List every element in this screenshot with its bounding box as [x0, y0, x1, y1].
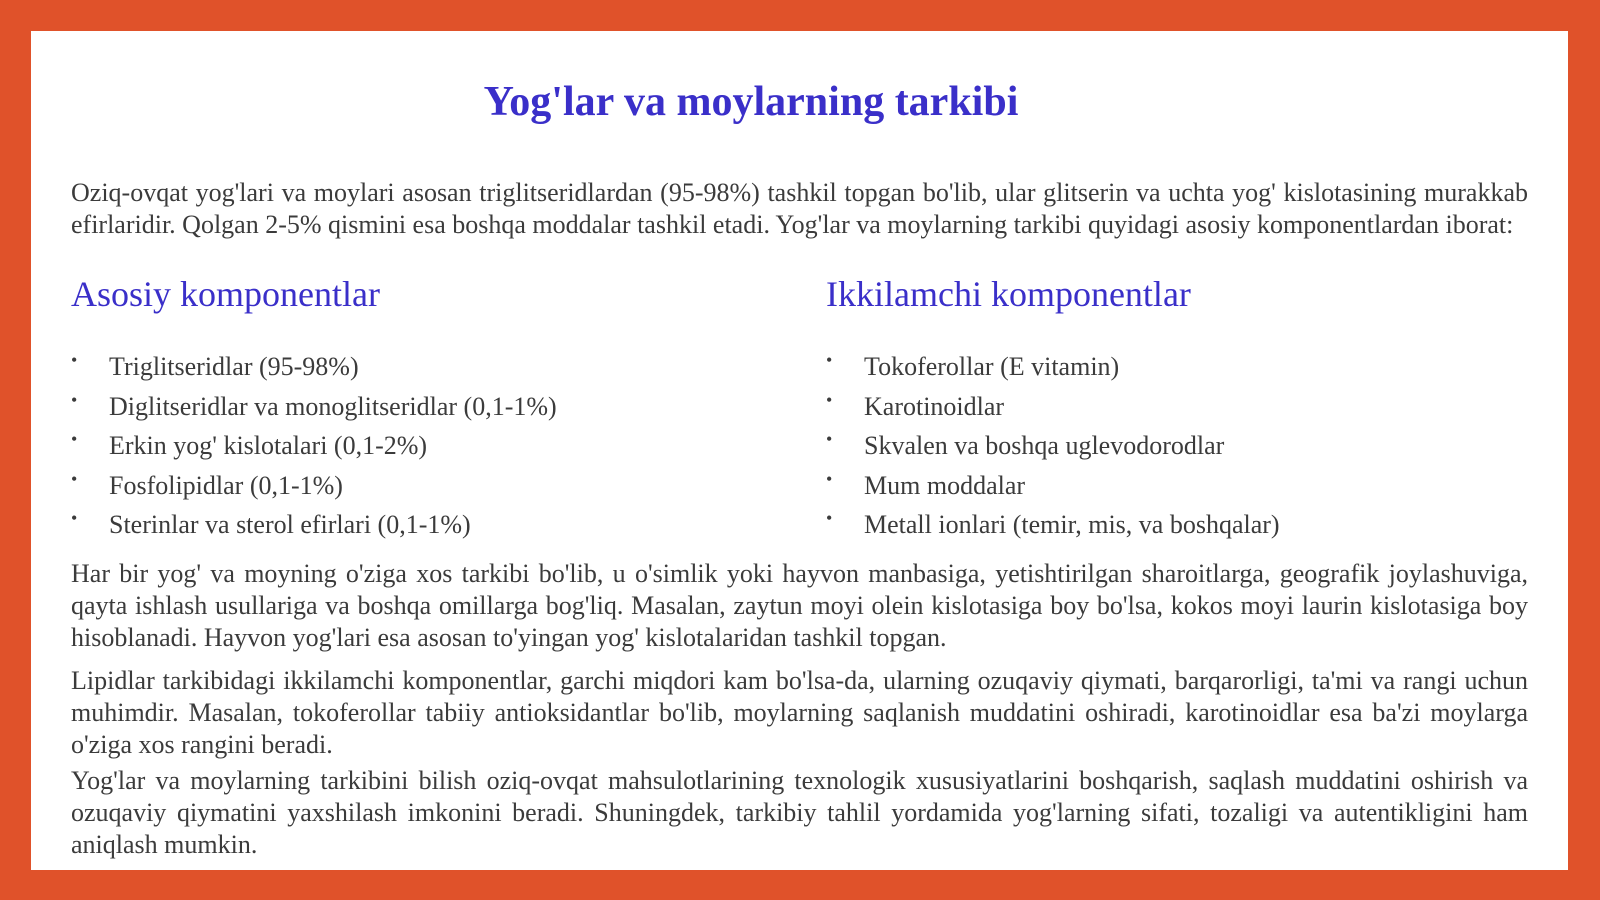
body-paragraph-1: Har bir yog' va moyning o'ziga xos tarkibi bo'lib, u o'simlik yoki hayvon manbasiga, yetishtirilgan sharoitlarga, geografik joylashuviga, qayta ishlash usullariga va boshqa omillarga bog'liq. Masalan, zaytun moyi olein kislotasiga boy bo'lsa, kokos moyi laurin kislotasiga boy hisoblanadi. Hayvon yog'lari esa asosan to'yingan yog' kislotalaridan tashkil topgan.	[71, 559, 1528, 652]
list-item-text: Erkin yog' kislotalari (0,1-2%)	[109, 431, 428, 460]
slide-title: Yog'lar va moylarning tarkibi	[483, 79, 1019, 125]
list-item-text: Metall ionlari (temir, mis, va boshqalar)	[864, 510, 1280, 539]
bullet-icon: •	[826, 350, 833, 370]
secondary-components-list	[826, 347, 1280, 545]
list-item	[71, 466, 557, 506]
list-item	[826, 426, 1280, 466]
bullet-icon: •	[71, 508, 78, 528]
bullet-icon: •	[71, 389, 78, 410]
list-item-text: Mum moddalar	[864, 470, 1026, 500]
bullet-icon: •	[826, 468, 833, 489]
list-item-text: Triglitseridlar (95-98%)	[109, 352, 359, 381]
list-item	[826, 505, 1280, 545]
slide	[31, 31, 1568, 870]
list-item-text: Fosfolipidlar (0,1-1%)	[109, 470, 343, 500]
list-item	[826, 466, 1280, 506]
list-item-text: Sterinlar va sterol efirlari (0,1-1%)	[109, 510, 471, 539]
bullet-icon: •	[826, 429, 833, 449]
list-item	[826, 387, 1280, 427]
body-paragraph-3: Yog'lar va moylarning tarkibini bilish oziq-ovqat mahsulotlarining texnologik xususiyatlarini boshqarish, saqlash muddatini oshirish va ozuqaviy qiymatini yaxshilash imkonini beradi. Shuningdek, tarkibiy tahlil yordamida yog'larning sifati, tozaligi va autentikligini ham aniqlash mumkin.	[71, 766, 1528, 859]
list-item-text: Tokoferollar (E vitamin)	[864, 352, 1120, 381]
body-paragraph-2: Lipidlar tarkibidagi ikkilamchi komponentlar, garchi miqdori kam bo'lsa-da, ularning ozuqaviy qiymati, barqarorligi, ta'mi va rangi uchun muhimdir. Masalan, tokoferollar tabiiy antioksidantlar bo'lib, moylarning saqlanish muddatini oshiradi, karotinoidlar esa ba'zi moylarga o'ziga xos rangini beradi.	[71, 666, 1528, 759]
list-item-text: Diglitseridlar va monoglitseridlar (0,1-1%)	[109, 391, 557, 421]
main-components-heading: Asosiy komponentlar	[71, 274, 380, 314]
list-item	[826, 347, 1280, 387]
intro-paragraph: Oziq-ovqat yog'lari va moylari asosan triglitseridlardan (95-98%) tashkil topgan bo'lib, ular glitserin va uchta yog' kislotasining murakkab efirlaridir. Qolgan 2-5% qismini esa boshqa moddalar tashkil etadi. Yog'lar va moylarning tarkibi quyidagi asosiy komponentlardan iborat:	[71, 178, 1528, 239]
secondary-components-heading: Ikkilamchi komponentlar	[826, 274, 1191, 314]
list-item	[71, 426, 557, 466]
bullet-icon: •	[826, 389, 833, 410]
list-item	[71, 387, 557, 427]
list-item-text: Skvalen va boshqa uglevodorodlar	[864, 431, 1225, 460]
bullet-icon: •	[71, 350, 78, 370]
list-item-text: Karotinoidlar	[864, 391, 1005, 421]
bullet-icon: •	[71, 468, 78, 489]
list-item	[71, 505, 557, 545]
bullet-icon: •	[71, 429, 78, 449]
list-item	[71, 347, 557, 387]
main-components-list	[71, 347, 557, 545]
bullet-icon: •	[826, 508, 833, 528]
